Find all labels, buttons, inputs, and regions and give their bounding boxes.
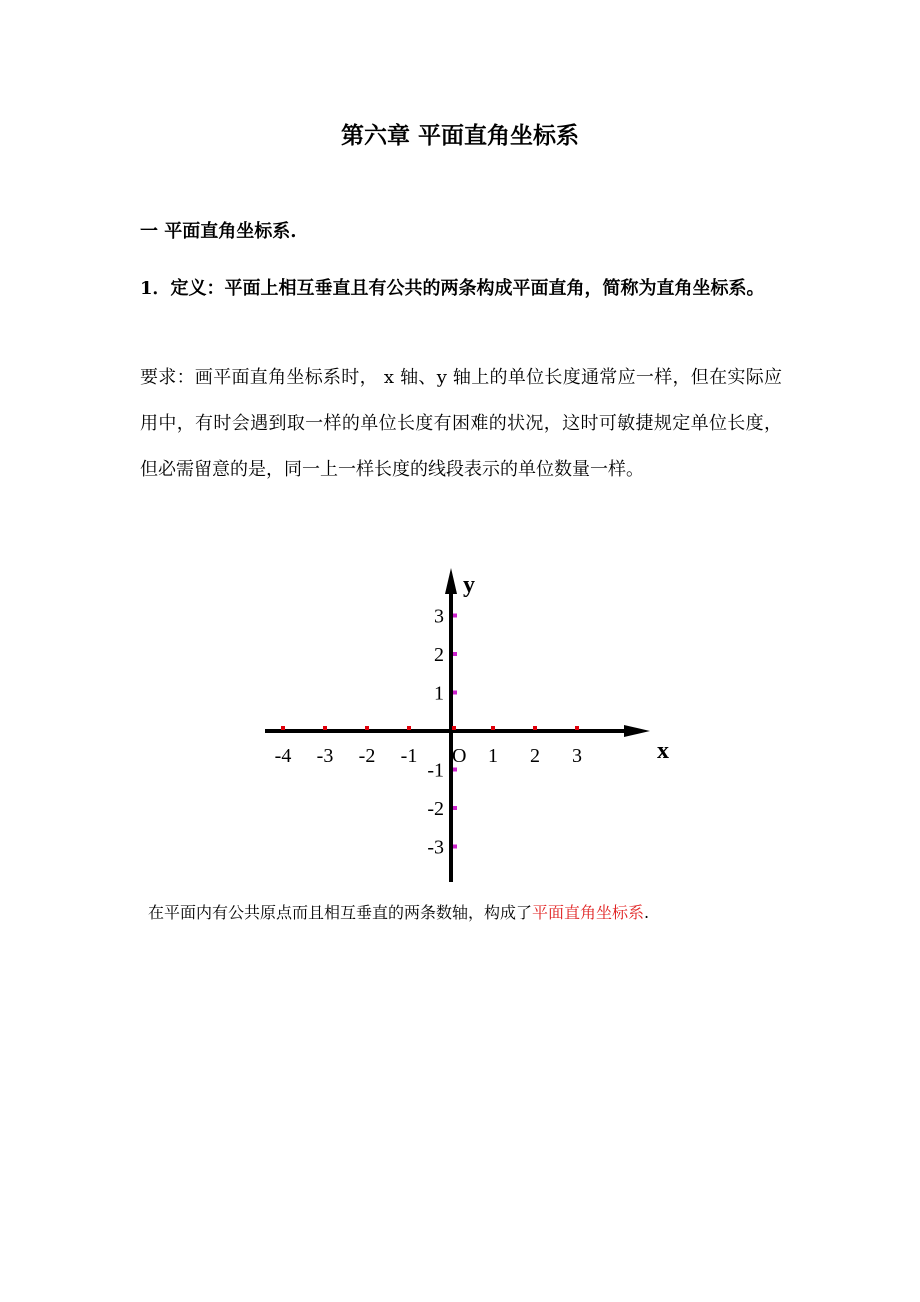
y-tick-label: 3 xyxy=(434,605,444,628)
x-tick-mark xyxy=(323,726,327,730)
origin-label: O xyxy=(452,745,467,767)
caption xyxy=(148,900,649,926)
x-tick-label: 1 xyxy=(488,745,498,767)
x-tick-label: 3 xyxy=(572,745,582,767)
x-tick-mark xyxy=(281,726,285,730)
x-tick-mark xyxy=(533,726,537,730)
x-tick-label: -1 xyxy=(400,745,418,767)
origin-tick-mark xyxy=(452,726,456,730)
y-tick-mark xyxy=(453,691,457,695)
y-axis-arrowhead xyxy=(445,568,457,594)
x-axis-arrowhead xyxy=(624,725,650,737)
x-axis-name: x xyxy=(657,738,669,764)
definition-paragraph: 1．定义：平面上相互垂直且有公共的两条构成平面直角，简称为直角坐标系。 xyxy=(140,278,765,299)
x-tick-mark xyxy=(491,726,495,730)
x-tick-label: -3 xyxy=(316,745,334,767)
requirement-paragraph: 要求：画平面直角坐标系时， x 轴、y 轴上的单位长度通常应一样，但在实际应用中，有时会遇到取一样的单位长度有困难的状况，这时可敏捷规定单位长度，但必需留意的是，同一上一样长度的线段表示的单位数量一样。 xyxy=(140,367,782,480)
x-tick-label: -4 xyxy=(274,745,292,767)
x-tick-mark xyxy=(575,726,579,730)
y-tick-label: -2 xyxy=(427,798,444,820)
y-axis-name: y xyxy=(463,572,475,598)
y-tick-mark xyxy=(453,614,457,618)
coordinate-axes-diagram xyxy=(0,560,920,890)
x-tick-mark xyxy=(365,726,369,730)
caption-term-highlight: 平面直角坐标系 xyxy=(532,903,645,922)
x-tick-label: -2 xyxy=(358,745,376,767)
y-tick-mark xyxy=(453,845,457,849)
page-title: 第六章 平面直角坐标系 xyxy=(340,122,579,149)
section-heading: 一 平面直角坐标系. xyxy=(140,221,297,242)
caption-end: . xyxy=(644,903,650,922)
y-tick-mark xyxy=(453,652,457,656)
coordinate-system-figure xyxy=(0,560,920,890)
x-tick-label: 2 xyxy=(530,745,540,767)
caption-text: 在平面内有公共原点而且相互垂直的两条数轴，构成了 xyxy=(148,903,533,922)
y-tick-label: -1 xyxy=(427,759,444,782)
x-tick-mark xyxy=(407,726,411,730)
y-tick-mark xyxy=(453,768,457,772)
y-tick-label: -3 xyxy=(427,836,444,859)
y-tick-label: 1 xyxy=(434,682,444,705)
y-tick-label: 2 xyxy=(434,644,444,666)
y-tick-mark xyxy=(453,806,457,810)
